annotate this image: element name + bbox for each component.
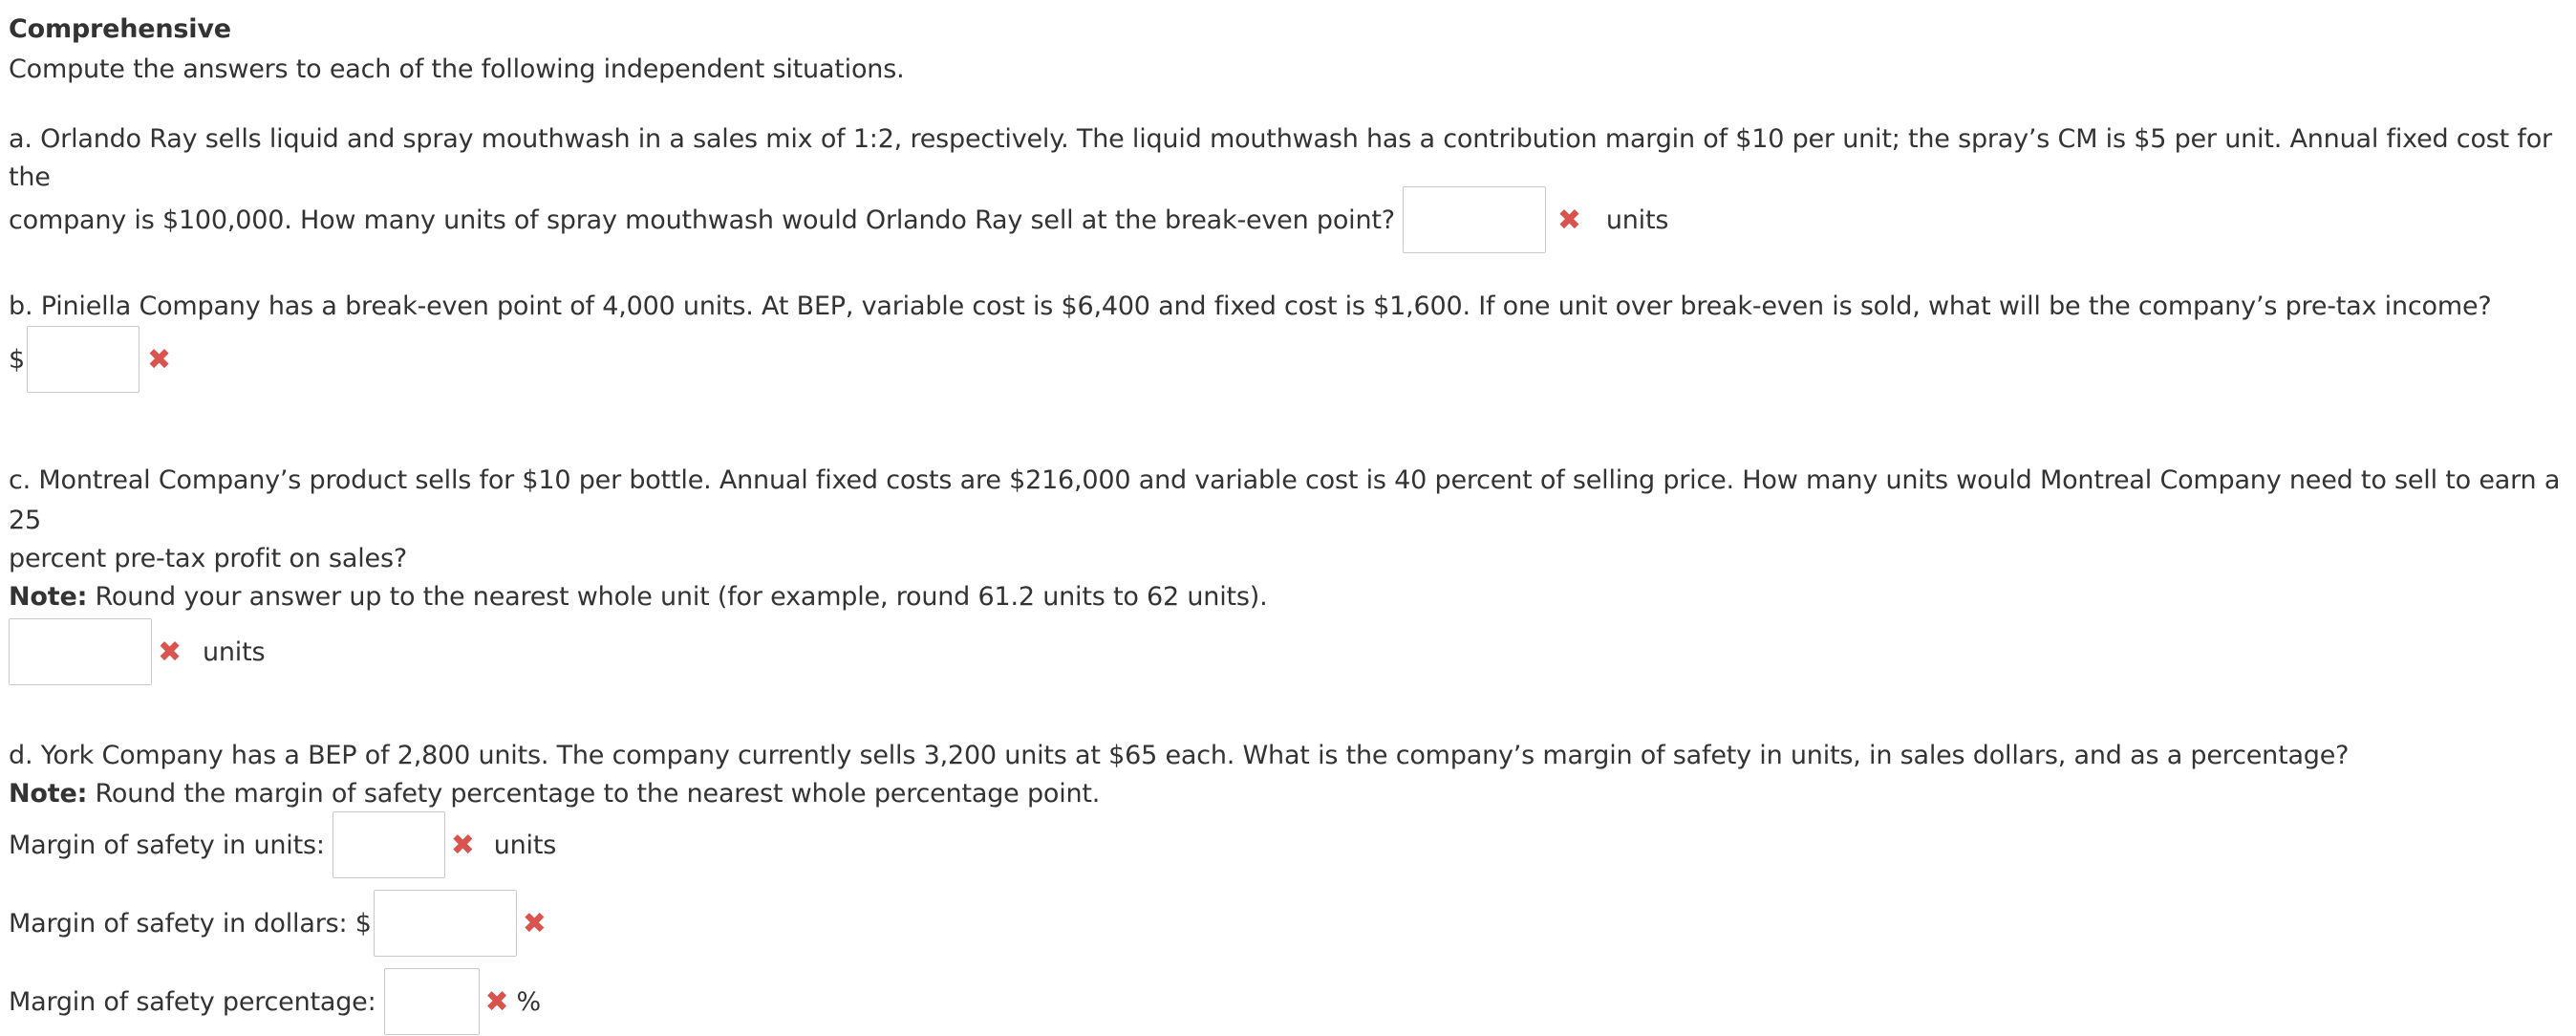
question-c-note	[9, 577, 2569, 617]
margin-percent-unit: %	[516, 986, 541, 1017]
required-units-unit: units	[202, 637, 266, 667]
margin-dollars-label: Margin of safety in dollars: $	[9, 908, 372, 939]
pretax-income-input[interactable]	[27, 326, 140, 393]
required-units-input[interactable]	[9, 618, 152, 685]
margin-units-row	[9, 810, 2569, 879]
margin-units-label: Margin of safety in units:	[9, 830, 325, 860]
close-icon: ✖	[158, 635, 182, 669]
spray-units-unit: units	[1605, 205, 1669, 235]
question-c-text-line-1: c. Montreal Company’s product sells for $10 per bottle. Annual fixed costs are $216,000 and variable cost is 40 percent of selling price. How many units would Montreal Company need to sell to earn a 25	[9, 465, 2561, 535]
question-c	[9, 461, 2569, 686]
close-icon: ✖	[146, 342, 171, 377]
pretax-income-currency: $	[9, 344, 25, 375]
question-d-note-text: Round the margin of safety percentage to the nearest whole percentage point.	[87, 779, 1101, 809]
margin-percent-label: Margin of safety percentage:	[9, 986, 376, 1017]
spray-units-input[interactable]	[1403, 186, 1546, 253]
question-a-text-line-2: company is $100,000. How many units of spray mouthwash would Orlando Ray sell at the break-even point?	[9, 205, 1395, 235]
problem-title: Comprehensive	[9, 14, 231, 44]
question-c-note-label: Note:	[9, 582, 88, 612]
question-c-note-text: Round your answer up to the nearest whole unit (for example, round 61.2 units to 62 units).	[87, 582, 1268, 612]
question-a-answer-row	[9, 185, 2569, 254]
margin-dollars-input[interactable]	[374, 890, 517, 957]
question-a-text-line-1: a. Orlando Ray sells liquid and spray mouthwash in a sales mix of 1:2, respectively. The liquid mouthwash has a contribution margin of $10 per unit; the spray’s CM is $5 per unit. Annual fixed cost for the	[9, 124, 2552, 192]
question-c-text-line-2: percent pre-tax profit on sales?	[9, 544, 407, 573]
question-a	[9, 120, 2569, 254]
question-b-text: b. Piniella Company has a break-even point of 4,000 units. At BEP, variable cost is $6,400 and fixed cost is $1,600. If one unit over break-even is sold, what will be the company’s pre-tax income?	[9, 291, 2492, 321]
close-icon: ✖	[450, 828, 475, 862]
close-icon: ✖	[522, 906, 547, 940]
question-b	[9, 287, 2569, 394]
question-b-answer-row	[9, 325, 2569, 394]
question-d-text: d. York Company has a BEP of 2,800 units. The company currently sells 3,200 units at $65 each. What is the company’s margin of safety in units, in sales dollars, and as a percentage?	[9, 741, 2350, 770]
margin-percent-row	[9, 967, 2569, 1036]
question-d-note	[9, 774, 2569, 814]
problem-intro: Compute the answers to each of the following independent situations.	[9, 54, 905, 84]
question-c-answer-row	[9, 617, 2569, 686]
margin-dollars-row	[9, 889, 2569, 958]
close-icon: ✖	[484, 984, 509, 1019]
question-d-note-label: Note:	[9, 779, 88, 809]
close-icon: ✖	[1556, 203, 1581, 237]
margin-percent-input[interactable]	[384, 968, 480, 1035]
problem-page	[9, 0, 2569, 1036]
margin-units-input[interactable]	[333, 811, 445, 878]
question-d	[9, 736, 2569, 1036]
margin-units-unit: units	[493, 830, 557, 860]
